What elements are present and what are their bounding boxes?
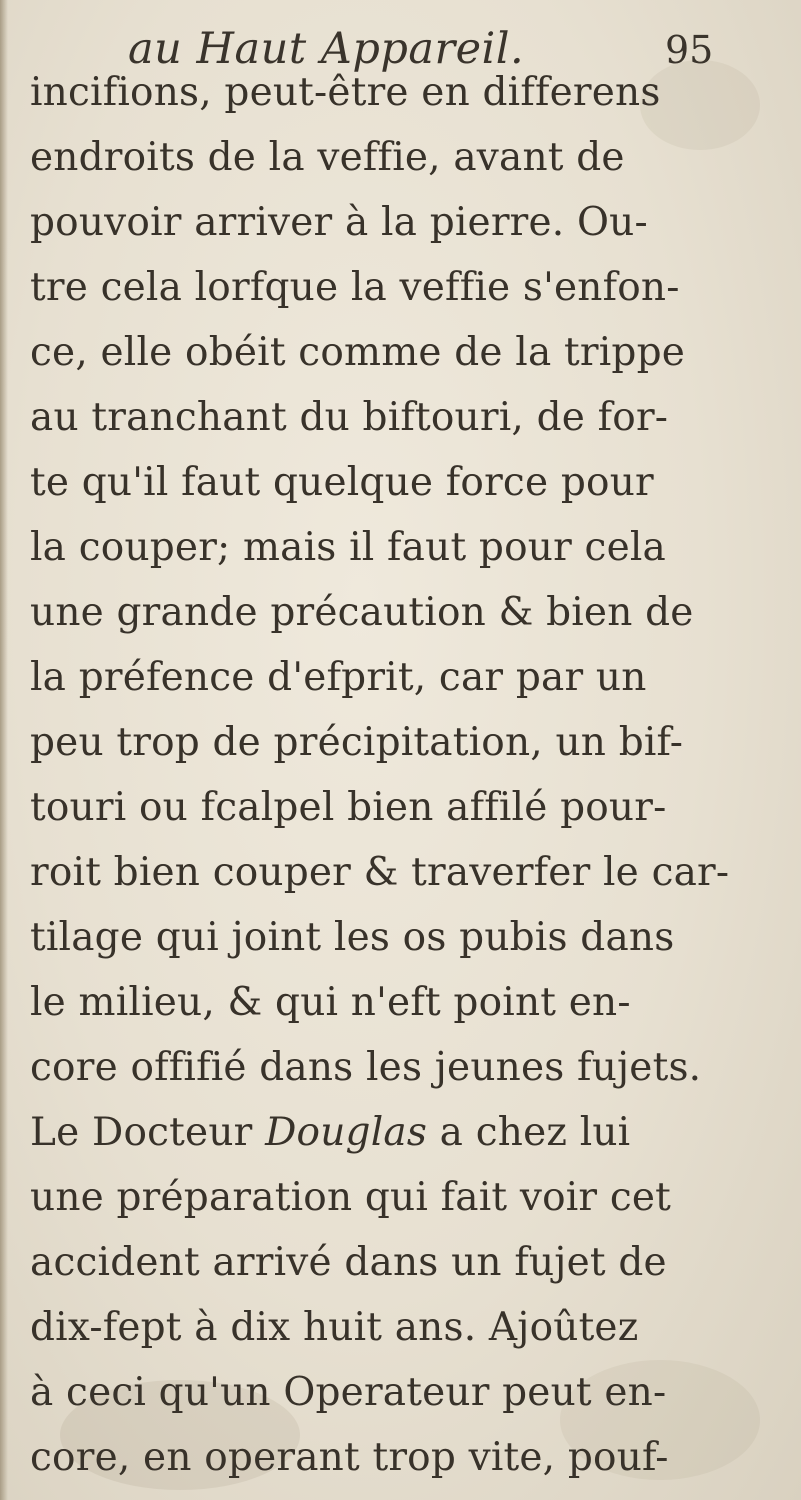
text-line: au tranchant du biftouri, de for- xyxy=(30,395,669,440)
author-name: Douglas xyxy=(265,1110,428,1155)
text-line: une grande précaution & bien de xyxy=(30,590,694,635)
text-line: core offifié dans les jeunes fujets. xyxy=(30,1045,702,1090)
text-line: accident arrivé dans un fujet de xyxy=(30,1240,667,1285)
text-line: peu trop de précipitation, un bif- xyxy=(30,720,684,765)
text-line: te qu'il faut quelque force pour xyxy=(30,460,654,505)
text-line: tre cela lorfque la veffie s'enfon- xyxy=(30,265,680,310)
text-line: à ceci qu'un Operateur peut en- xyxy=(30,1370,667,1415)
text-line: incifions, peut-être en differens xyxy=(30,70,661,115)
page-header xyxy=(0,20,801,76)
text-segment: Le Docteur xyxy=(30,1110,266,1155)
text-line: core, en operant trop vite, pouf- xyxy=(30,1435,669,1480)
text-line: dix-fept à dix huit ans. Ajoûtez xyxy=(30,1305,639,1350)
text-line: roit bien couper & traverfer le car- xyxy=(30,850,730,895)
text-line: tilage qui joint les os pubis dans xyxy=(30,915,675,960)
page-edge-shadow xyxy=(0,0,8,1500)
text-line: touri ou fcalpel bien affilé pour- xyxy=(30,785,667,830)
text-line: la préfence d'efprit, car par un xyxy=(30,655,647,700)
text-line: endroits de la veffie, avant de xyxy=(30,135,625,180)
text-segment: a chez lui xyxy=(427,1110,631,1155)
text-line: ce, elle obéit comme de la trippe xyxy=(30,330,686,375)
page-number: 95 xyxy=(665,28,714,72)
text-line: pouvoir arriver à la pierre. Ou- xyxy=(30,200,648,245)
running-title: au Haut Appareil. xyxy=(128,24,525,74)
text-line: la couper; mais il faut pour cela xyxy=(30,525,666,570)
text-line: le milieu, & qui n'eft point en- xyxy=(30,980,631,1025)
text-line xyxy=(30,1110,630,1155)
text-line: une préparation qui fait voir cet xyxy=(30,1175,672,1220)
